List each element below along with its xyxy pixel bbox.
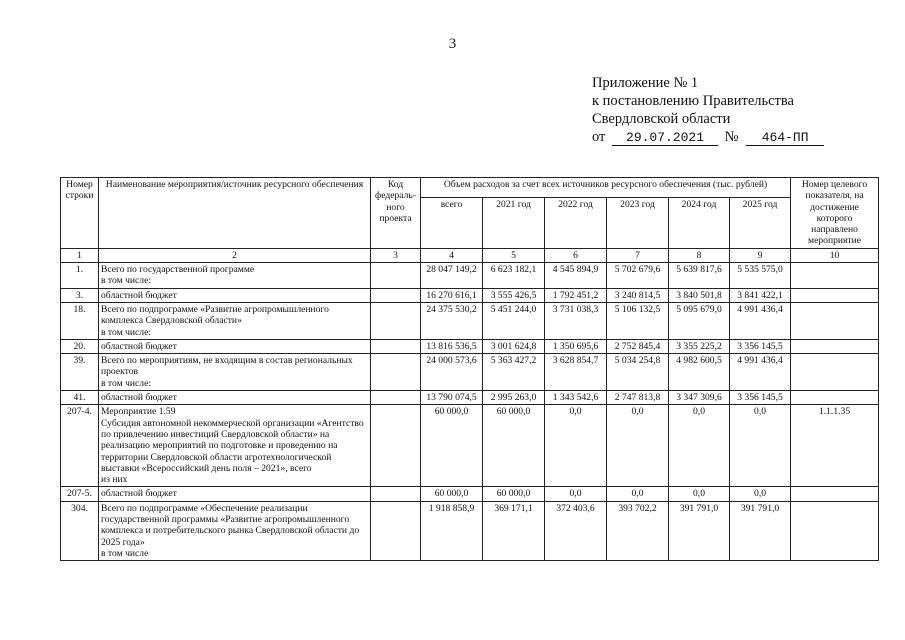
header-2025: 2025 год: [730, 197, 791, 248]
appendix-header: [592, 74, 824, 146]
cell-2024: 4 982 600,5: [669, 354, 730, 391]
cell-code: [371, 302, 421, 339]
header-2024: 2024 год: [669, 197, 730, 248]
cell-2021: 2 995 263,0: [483, 391, 545, 405]
table-row: [61, 339, 879, 353]
page-number: 3: [448, 36, 457, 52]
cell-total: 16 270 616,1: [421, 288, 483, 302]
cell-row-number: 39.: [61, 354, 99, 391]
cell-target: 1.1.1.35: [791, 405, 879, 487]
table-row: [61, 501, 879, 560]
header-row-number: Номер строки: [61, 178, 99, 249]
cell-2021: 6 623 182,1: [483, 263, 545, 289]
cell-total: 24 000 573,6: [421, 354, 483, 391]
cell-target: [791, 391, 879, 405]
cell-2024: 3 355 225,2: [669, 339, 730, 353]
cell-2022: 3 628 854,7: [545, 354, 607, 391]
cell-total: 13 790 074,5: [421, 391, 483, 405]
cell-2023: 2 752 845,4: [607, 339, 669, 353]
cell-row-number: 304.: [61, 501, 99, 560]
cell-target: [791, 501, 879, 560]
cell-2024: 5 639 817,6: [669, 263, 730, 289]
cell-2021: 5 451 244,0: [483, 302, 545, 339]
cell-2023: 3 240 814,5: [607, 288, 669, 302]
header-total: всего: [421, 197, 483, 248]
cell-2024: 3 840 501,8: [669, 288, 730, 302]
cell-2024: 391 791,0: [669, 501, 730, 560]
cell-2025: 0,0: [730, 487, 791, 501]
table-row: [61, 405, 879, 487]
cell-name: Всего по подпрограмме «Развитие агропромышленного комплекса Свердловской области» в том числе:: [99, 302, 371, 339]
cell-target: [791, 302, 879, 339]
table-row: [61, 391, 879, 405]
cell-code: [371, 501, 421, 560]
cell-2021: 369 171,1: [483, 501, 545, 560]
column-number: 1: [61, 248, 99, 262]
appendix-date-line: [592, 128, 824, 146]
cell-2025: 5 535 575,0: [730, 263, 791, 289]
cell-2025: 0,0: [730, 405, 791, 487]
column-number: 7: [607, 248, 669, 262]
cell-2021: 60 000,0: [483, 405, 545, 487]
table-row: [61, 487, 879, 501]
cell-2021: 60 000,0: [483, 487, 545, 501]
appendix-line-3: Свердловской области: [592, 111, 731, 127]
cell-total: 13 816 536,5: [421, 339, 483, 353]
cell-row-number: 18.: [61, 302, 99, 339]
cell-code: [371, 405, 421, 487]
cell-2025: 4 991 436,4: [730, 354, 791, 391]
cell-2023: 2 747 813,8: [607, 391, 669, 405]
cell-2022: 1 343 542,6: [545, 391, 607, 405]
column-number: 3: [371, 248, 421, 262]
appendix-line-2: к постановлению Правительства: [592, 93, 794, 109]
cell-2024: 0,0: [669, 405, 730, 487]
cell-2025: 3 356 145,5: [730, 339, 791, 353]
cell-2025: 3 356 145,5: [730, 391, 791, 405]
header-2022: 2022 год: [545, 197, 607, 248]
appendix-title: Приложение № 1: [592, 75, 699, 91]
cell-2023: 5 106 132,5: [607, 302, 669, 339]
column-number: 5: [483, 248, 545, 262]
cell-2023: 5 702 679,6: [607, 263, 669, 289]
cell-name: областной бюджет: [99, 288, 371, 302]
date-prefix: от: [592, 129, 606, 145]
cell-2022: 0,0: [545, 405, 607, 487]
number-prefix: №: [724, 129, 739, 145]
cell-2021: 5 363 427,2: [483, 354, 545, 391]
header-expenses: Объем расходов за счет всех источников ресурсного обеспечения (тыс. рублей): [421, 178, 791, 198]
header-2021: 2021 год: [483, 197, 545, 248]
cell-2025: 4 991 436,4: [730, 302, 791, 339]
column-number: 8: [669, 248, 730, 262]
column-number: 6: [545, 248, 607, 262]
table-row: [61, 302, 879, 339]
cell-row-number: 41.: [61, 391, 99, 405]
cell-2023: 5 034 254,8: [607, 354, 669, 391]
cell-2022: 3 731 038,3: [545, 302, 607, 339]
cell-code: [371, 391, 421, 405]
cell-2023: 0,0: [607, 487, 669, 501]
cell-row-number: 207-5.: [61, 487, 99, 501]
cell-2025: 3 841 422,1: [730, 288, 791, 302]
header-code: Код федераль-ного проекта: [371, 178, 421, 249]
cell-2022: 4 545 894,9: [545, 263, 607, 289]
cell-total: 60 000,0: [421, 405, 483, 487]
column-number: 2: [99, 248, 371, 262]
cell-2025: 391 791,0: [730, 501, 791, 560]
cell-2021: 3 555 426,5: [483, 288, 545, 302]
cell-name: областной бюджет: [99, 487, 371, 501]
cell-2024: 0,0: [669, 487, 730, 501]
header-name: Наименование мероприятия/источник ресурсного обеспечения: [99, 178, 371, 249]
cell-target: [791, 339, 879, 353]
header-target: Номер целевого показателя, на достижение которого направлено мероприятие: [791, 178, 879, 249]
resolution-date: 29.07.2021: [612, 131, 718, 146]
cell-name: Всего по мероприятиям, не входящим в состав региональных проектов в том числе:: [99, 354, 371, 391]
cell-code: [371, 354, 421, 391]
table-body: [61, 263, 879, 561]
cell-target: [791, 263, 879, 289]
cell-total: 24 375 530,2: [421, 302, 483, 339]
cell-2024: 5 095 679,0: [669, 302, 730, 339]
cell-row-number: 207-4.: [61, 405, 99, 487]
cell-2021: 3 001 624,8: [483, 339, 545, 353]
table-row: [61, 263, 879, 289]
cell-target: [791, 354, 879, 391]
cell-code: [371, 288, 421, 302]
cell-code: [371, 487, 421, 501]
cell-code: [371, 263, 421, 289]
cell-target: [791, 288, 879, 302]
cell-row-number: 1.: [61, 263, 99, 289]
resolution-number: 464-ПП: [746, 131, 824, 146]
cell-2022: 0,0: [545, 487, 607, 501]
cell-2022: 1 350 695,6: [545, 339, 607, 353]
cell-name: Мероприятие 1.59 Субсидия автономной некоммерческой организации «Агентство по привлечению инвестиций Свердловской области» на реализацию мероприятий по подготовке и проведению на территории Свердловской области агротехнологической выставки «Всероссийский день поля – 2021», всего из них: [99, 405, 371, 487]
cell-2023: 0,0: [607, 405, 669, 487]
header-2023: 2023 год: [607, 197, 669, 248]
cell-2024: 3 347 309,6: [669, 391, 730, 405]
column-number: 4: [421, 248, 483, 262]
table-row: [61, 354, 879, 391]
cell-target: [791, 487, 879, 501]
column-number: 9: [730, 248, 791, 262]
cell-name: Всего по подпрограмме «Обеспечение реализации государственной программы «Развитие агропромышленного комплекса и потребительского рынка Свердловской области до 2025 года» в том числе: [99, 501, 371, 560]
cell-2022: 1 792 451,2: [545, 288, 607, 302]
cell-total: 60 000,0: [421, 487, 483, 501]
cell-2023: 393 702,2: [607, 501, 669, 560]
cell-name: областной бюджет: [99, 339, 371, 353]
cell-code: [371, 339, 421, 353]
cell-row-number: 3.: [61, 288, 99, 302]
cell-row-number: 20.: [61, 339, 99, 353]
column-number-row: [61, 248, 879, 262]
cell-name: областной бюджет: [99, 391, 371, 405]
table-row: [61, 288, 879, 302]
cell-2022: 372 403,6: [545, 501, 607, 560]
budget-table: [60, 177, 879, 561]
cell-total: 28 047 149,2: [421, 263, 483, 289]
cell-name: Всего по государственной программе в том числе:: [99, 263, 371, 289]
cell-total: 1 918 858,9: [421, 501, 483, 560]
column-number: 10: [791, 248, 879, 262]
